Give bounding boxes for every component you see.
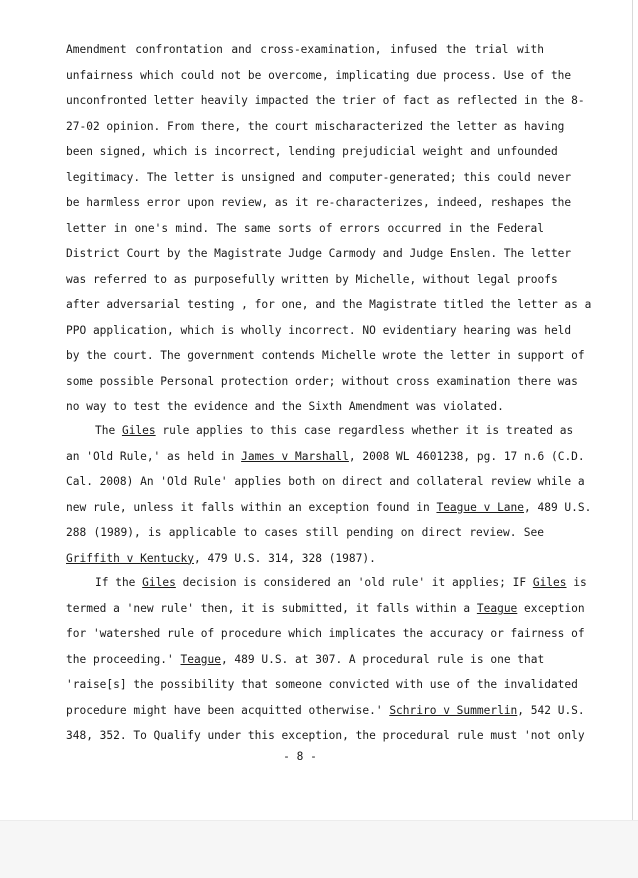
text-segment: unconfronted letter heavily impacted the trier of fact as reflected in the 8- <box>66 94 585 107</box>
text-segment: an 'Old Rule,' as held in <box>66 449 242 463</box>
text-line <box>66 647 544 673</box>
text-line <box>66 698 585 724</box>
text-line <box>66 63 572 89</box>
text-segment: the proceeding.' <box>66 652 181 666</box>
case-citation: James v Marshall <box>241 449 349 463</box>
case-citation: Schriro v Summerlin <box>389 703 518 717</box>
text-line <box>66 267 558 293</box>
text-segment: was referred to as purposefully written by Michelle, without legal proofs <box>66 272 558 286</box>
text-line <box>66 444 585 470</box>
text-line <box>66 596 585 622</box>
text-line <box>66 369 578 395</box>
text-line <box>66 165 572 191</box>
case-citation: Teague v Lane <box>436 500 525 514</box>
text-segment: District Court by the Magistrate Judge Carmody and Judge Enslen. The letter <box>66 247 572 260</box>
case-citation: Teague <box>180 652 221 666</box>
text-line <box>66 570 587 596</box>
text-segment: no way to test the evidence and the Sixth Amendment was violated. <box>66 400 504 413</box>
text-line <box>66 139 558 165</box>
case-citation: Giles <box>121 424 156 437</box>
case-citation: Griffith v Kentucky <box>66 551 194 565</box>
text-line <box>66 343 585 369</box>
text-line <box>66 520 544 546</box>
paragraph-teague-exception <box>66 570 587 749</box>
page-number: - 8 - <box>283 750 317 763</box>
text-line <box>66 190 572 216</box>
text-segment: , 489 U.S. <box>524 500 592 514</box>
text-segment: legitimacy. The letter is unsigned and computer-generated; this could never <box>66 170 572 184</box>
text-line <box>66 37 544 63</box>
text-segment: been signed, which is incorrect, lending prejudicial weight and unfounded <box>66 145 558 158</box>
text-segment: rule applies to this case regardless whether it is treated as <box>155 424 574 437</box>
text-segment: PPO application, which is wholly incorrect. NO evidentiary hearing was held <box>66 323 572 337</box>
text-segment: , 542 U.S. <box>517 703 585 717</box>
text-line <box>66 114 565 140</box>
text-segment: new rule, unless it falls within an exception found in <box>66 500 437 514</box>
paragraph-confrontation <box>66 37 592 420</box>
text-segment: decision is considered an 'old rule' it applies; IF <box>175 576 533 589</box>
case-citation: Giles <box>142 576 176 589</box>
text-segment: be harmless error upon review, as it re-characterizes, indeed, reshapes the <box>66 196 572 209</box>
text-line <box>66 546 544 572</box>
text-line <box>66 88 585 114</box>
text-segment: for 'watershed rule of procedure which implicates the accuracy or fairness of <box>66 627 585 640</box>
text-segment: is <box>566 576 587 589</box>
text-segment: Amendment confrontation and cross-examination, infused the trial with <box>66 43 544 56</box>
text-segment: unfairness which could not be overcome, implicating due process. Use of the <box>66 68 572 82</box>
text-segment: The <box>95 424 122 437</box>
text-segment: , 479 U.S. 314, 328 (1987). <box>193 551 376 565</box>
text-segment: 'raise[s] the possibility that someone convicted with use of the invalidated <box>66 678 578 691</box>
scan-margin <box>0 820 638 878</box>
text-line <box>66 469 585 495</box>
text-segment: 348, 352. To Qualify under this exception, the procedural rule must 'not only <box>66 729 585 742</box>
text-line <box>66 621 585 647</box>
text-segment: , 2008 WL 4601238, pg. 17 n.6 (C.D. <box>348 449 585 463</box>
paragraph-giles-rule <box>66 418 592 571</box>
case-citation: Giles <box>532 576 567 589</box>
text-line <box>66 495 592 521</box>
text-line <box>66 318 572 344</box>
text-line <box>66 418 574 444</box>
text-line <box>66 292 592 318</box>
text-line <box>66 394 544 420</box>
text-segment: If the <box>95 576 143 589</box>
text-segment: some possible Personal protection order; without cross examination there was <box>66 374 578 388</box>
text-segment: Cal. 2008) An 'Old Rule' applies both on direct and collateral review while a <box>66 475 585 488</box>
text-line <box>66 241 572 267</box>
text-segment: letter in one's mind. The same sorts of errors occurred in the Federal <box>66 221 544 235</box>
text-segment: 288 (1989), is applicable to cases still pending on direct review. See <box>66 526 544 539</box>
text-segment: procedure might have been acquitted otherwise.' <box>66 703 390 717</box>
text-segment: , 489 U.S. at 307. A procedural rule is one that <box>220 652 545 666</box>
text-segment: termed a 'new rule' then, it is submitted, it falls within a <box>66 601 477 615</box>
text-line <box>66 216 544 242</box>
case-citation: Teague <box>476 601 518 615</box>
text-line <box>66 723 585 749</box>
text-segment: 27-02 opinion. From there, the court mischaracterized the letter as having <box>66 119 565 133</box>
text-segment: exception <box>517 601 585 615</box>
text-line <box>66 672 578 698</box>
text-segment: after adversarial testing , for one, and the Magistrate titled the letter as a <box>66 298 592 311</box>
text-segment: by the court. The government contends Michelle wrote the letter in support of <box>66 349 585 362</box>
